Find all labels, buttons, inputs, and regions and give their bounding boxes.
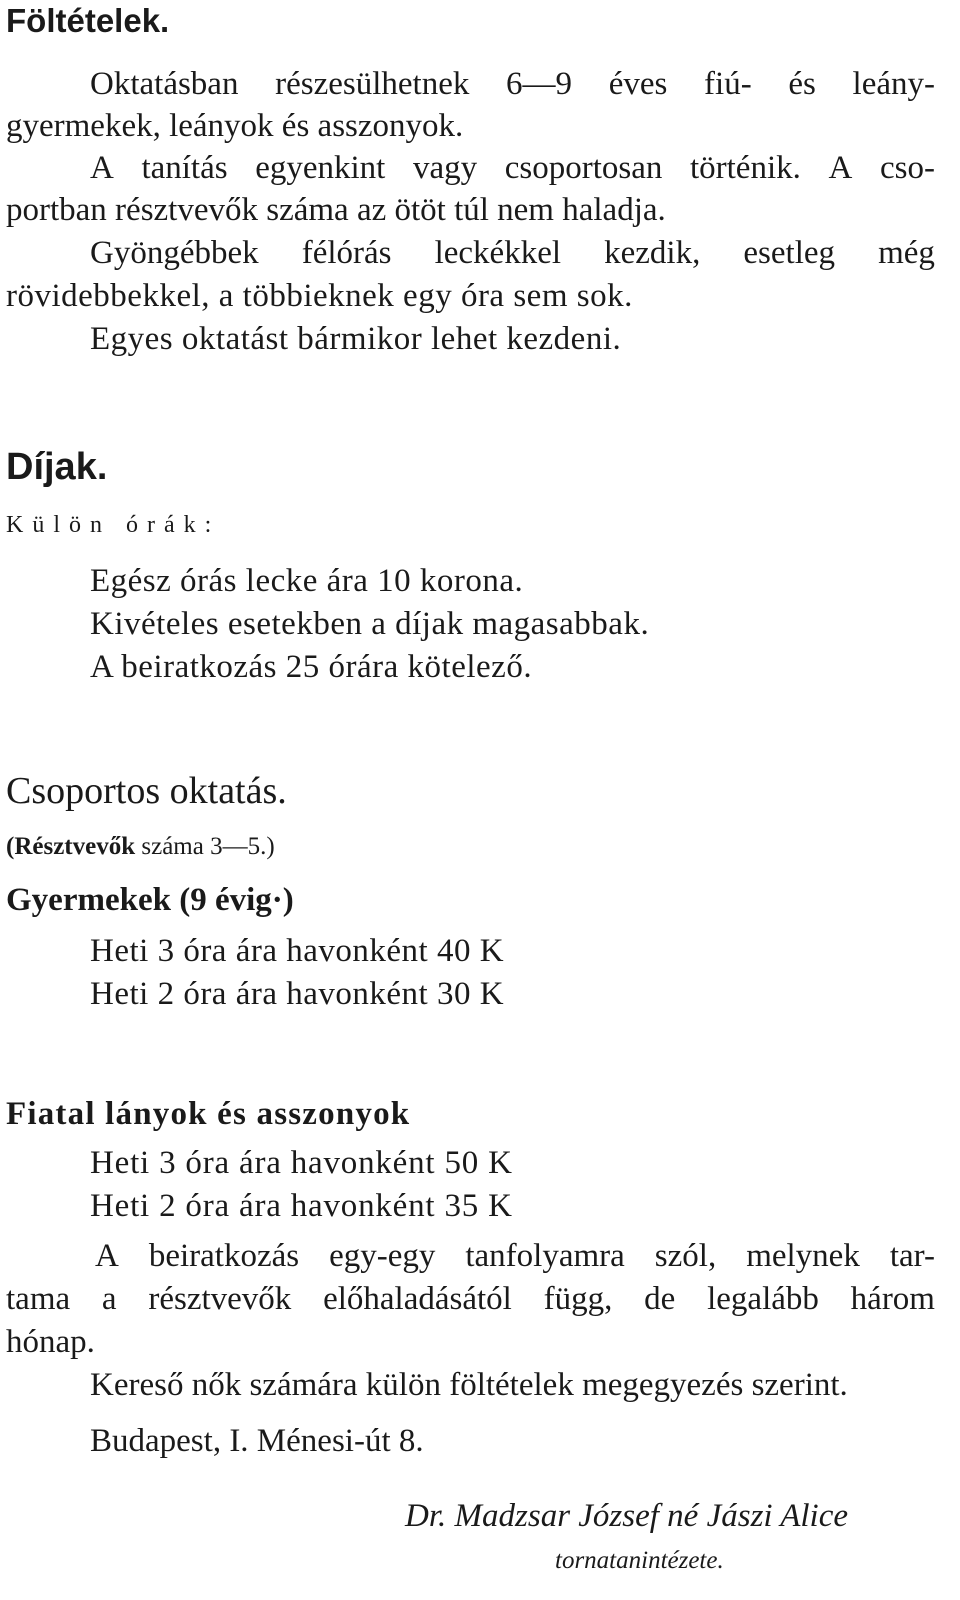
word: leckékkel (434, 235, 562, 271)
conditions-para4: Egyes oktatást bármikor lehet kezdeni. (90, 321, 622, 357)
word: tar- (889, 1238, 935, 1274)
fees-heading: Díjak. (6, 446, 108, 488)
enroll-line-1 (95, 1240, 935, 1273)
conditions-para2-line2: portban résztvevők száma az ötöt túl nem haladja. (6, 192, 666, 228)
word: Gyöngébbek (90, 235, 259, 271)
word: függ, (543, 1281, 613, 1317)
group-heading: Csoportos oktatás. (6, 770, 287, 812)
adults-price-2: Heti 2 óra ára havonként 35 K (90, 1188, 513, 1224)
word: esetleg (743, 235, 836, 271)
word: még (878, 235, 935, 271)
group-participants (6, 834, 275, 859)
word: melynek (746, 1238, 860, 1274)
word: a (101, 1281, 117, 1317)
word: tanítás (141, 150, 228, 186)
word: történik. (689, 150, 801, 186)
conditions-heading: Föltételek. (6, 2, 170, 39)
word: de (644, 1281, 676, 1317)
conditions-para1-line1 (90, 68, 935, 101)
word: cso- (879, 150, 935, 186)
signature-role: tornatanintézete. (555, 1547, 724, 1574)
word: 6—9 (506, 66, 573, 102)
word: szól, (654, 1238, 717, 1274)
conditions-para2-line1 (90, 152, 935, 185)
enroll-line-3: hónap. (6, 1324, 95, 1360)
word: tanfolyamra (465, 1238, 625, 1274)
word: egyenkint (255, 150, 386, 186)
signature-name: Dr. Madzsar József né Jászi Alice (405, 1498, 849, 1534)
word: éves (608, 66, 668, 102)
fees-line-1: Egész órás lecke ára 10 korona. (90, 563, 524, 599)
word: legalább (707, 1281, 819, 1317)
children-heading: Gyermekek (9 évig·) (6, 882, 294, 918)
word: egy-egy (329, 1238, 436, 1274)
conditions-para1-line2: gyermekek, leányok és asszonyok. (6, 108, 464, 144)
adults-heading: Fiatal lányok és asszonyok (6, 1096, 411, 1132)
word: félórás (301, 235, 392, 271)
conditions-para3-line1 (90, 237, 935, 270)
word: A (90, 150, 114, 186)
word: A (828, 150, 853, 186)
enroll-line-2 (6, 1283, 935, 1316)
word: vagy (412, 150, 478, 186)
conditions-para3-line2: rövidebbekkel, a többieknek egy óra sem sok. (6, 278, 633, 314)
participants-label: (Résztvevők (6, 833, 136, 860)
word: Oktatásban (90, 66, 239, 102)
word: fiú- (704, 66, 752, 102)
word: A (95, 1238, 119, 1274)
word: három (850, 1281, 935, 1317)
word: beiratkozás (148, 1238, 300, 1274)
word: és (788, 66, 816, 102)
word: kezdik, (604, 235, 701, 271)
fees-subtitle: Külön órák: (6, 512, 221, 538)
fees-line-3: A beiratkozás 25 órára kötelező. (90, 649, 533, 685)
word: csoportosan (504, 150, 663, 186)
word: tama (6, 1281, 71, 1317)
word: leány- (852, 66, 935, 102)
adults-price-1: Heti 3 óra ára havonként 50 K (90, 1145, 513, 1181)
word: előhaladásától (323, 1281, 512, 1317)
fees-line-2: Kivételes esetekben a díjak magasabbak. (90, 606, 650, 642)
participants-count: száma 3—5.) (141, 833, 275, 860)
word: részesülhetnek (275, 66, 470, 102)
children-price-2: Heti 2 óra ára havonként 30 K (90, 976, 505, 1012)
children-price-1: Heti 3 óra ára havonként 40 K (90, 933, 505, 969)
word: résztvevők (148, 1281, 292, 1317)
earning-women-note: Kereső nők számára külön föltételek megegyezés szerint. (90, 1367, 848, 1403)
address: Budapest, I. Ménesi-út 8. (90, 1423, 424, 1459)
